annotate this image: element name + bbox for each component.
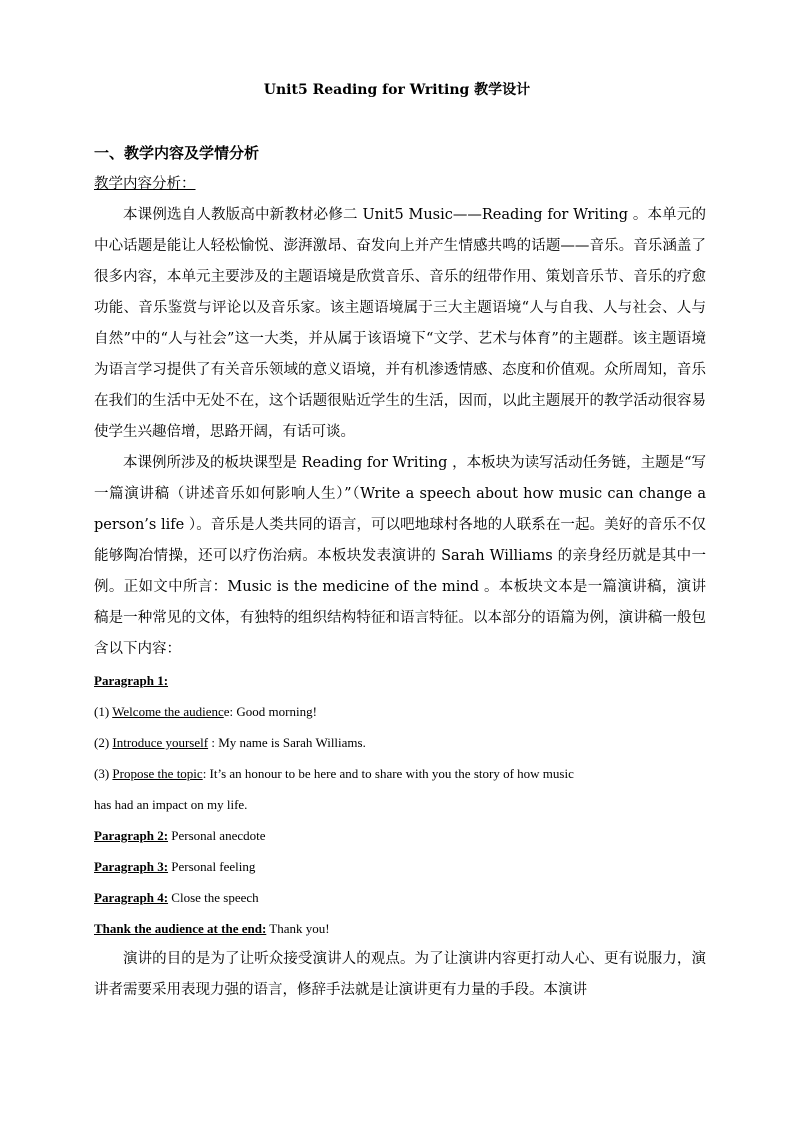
body-paragraph: 本课例所涉及的板块课型是 Reading for Writing ，本板块为读写活动任务链，主题是“写一篇演讲稿（讲述音乐如何影响人生）”（Write a speech about how music can change a person’s life ）。音乐是人类共同的语言，可以吧地球村各地的人联系在一起。美好的音乐不仅能够陶冶情操，还可以疗伤治病。本板块发表演讲的 Sarah Williams 的亲身经历就是其中一例。正如文中所言：Music is the medicine of the mind 。本板块文本是一篇演讲稿，演讲稿是一种常见的文体，有独特的组织结构特征和语言特征。以本部分的语篇为例，演讲稿一般包含以下内容：: [94, 455, 706, 657]
paragraph-label: Paragraph 4:: [94, 890, 169, 905]
item-number: (2): [94, 735, 113, 750]
structure-item: [94, 882, 706, 913]
item-text: : My name is Sarah Williams.: [208, 735, 366, 750]
structure-item: [94, 758, 706, 789]
item-number: (1): [94, 704, 113, 719]
paragraph-label: Thank the audience at the end:: [94, 921, 267, 936]
paragraph-label: Paragraph 2:: [94, 828, 169, 843]
body-paragraph: 演讲的目的是为了让听众接受演讲人的观点。为了让演讲内容更打动人心、更有说服力，演讲者需要采用表现力强的语言，修辞手法就是让演讲更有力量的手段。本演讲: [94, 951, 706, 998]
item-key: Welcome the audienc: [112, 704, 224, 719]
paragraph-1-label-line: [94, 665, 706, 696]
item-key: Propose the topic: [112, 766, 203, 781]
item-key: Introduce yourself: [112, 735, 209, 750]
item-number: (3): [94, 766, 113, 781]
structure-item: [94, 820, 706, 851]
structure-item: [94, 696, 706, 727]
item-text: Thank you!: [266, 921, 330, 936]
structure-item: [94, 727, 706, 758]
document-title: Unit5 Reading for Writing 教学设计: [263, 82, 531, 98]
paragraph-label: Paragraph 1:: [94, 673, 169, 688]
section-heading: 一、教学内容及学情分析: [94, 144, 260, 162]
structure-item-continuation: has had an impact on my life.: [94, 797, 248, 812]
item-text: e: Good morning!: [223, 704, 317, 719]
item-text: Personal anecdote: [168, 828, 266, 843]
item-text: : It’s an honour to be here and to share with you the story of how music: [202, 766, 574, 781]
structure-item: [94, 851, 706, 882]
section-subheading: 教学内容分析：: [94, 176, 196, 192]
item-text: Personal feeling: [168, 859, 256, 874]
paragraph-label: Paragraph 3:: [94, 859, 169, 874]
document-body: [94, 138, 706, 1006]
item-text: Close the speech: [168, 890, 259, 905]
structure-item: [94, 913, 706, 944]
body-paragraph: 本课例选自人教版高中新教材必修二 Unit5 Music——Reading for Writing 。本单元的中心话题是能让人轻松愉悦、澎湃激昂、奋发向上并产生情感共鸣的话题——音乐。音乐涵盖了很多内容，本单元主要涉及的主题语境是欣赏音乐、音乐的纽带作用、策划音乐节、音乐的疗愈功能、音乐鉴赏与评论以及音乐家。该主题语境属于三大主题语境“人与自我、人与社会、人与自然”中的“人与社会”这一大类，并从属于该语境下“文学、艺术与体育”的主题群。该主题语境为语言学习提供了有关音乐领域的意义语境，并有机渗透情感、态度和价值观。众所周知，音乐在我们的生活中无处不在，这个话题很贴近学生的生活，因而，以此主题展开的教学活动很容易使学生兴趣倍增，思路开阔，有话可谈。: [94, 207, 706, 440]
